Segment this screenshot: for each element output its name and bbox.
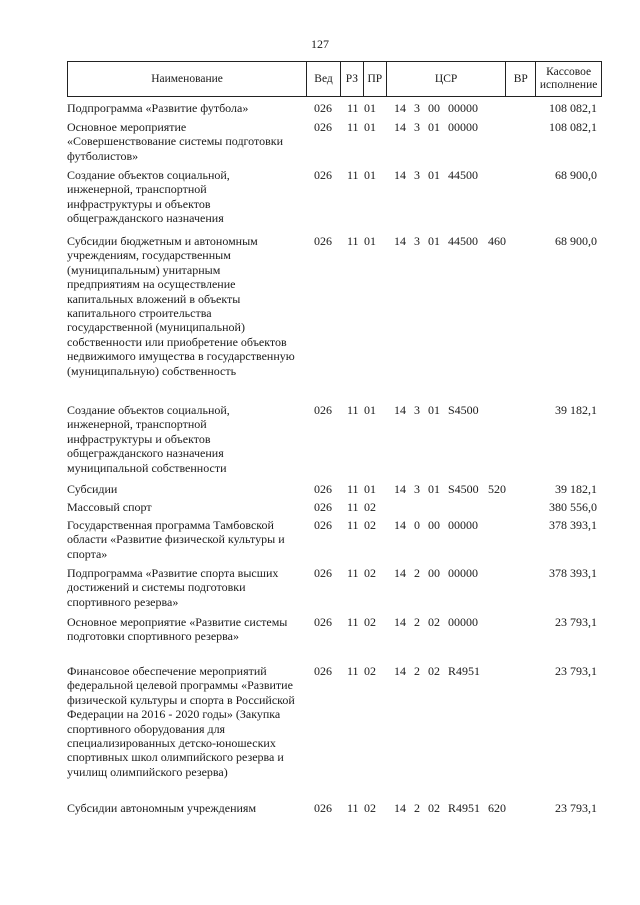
row-rz: 11 [347, 482, 359, 496]
row-csr: 14 2 02 R4951 [394, 801, 481, 815]
row-sum: 380 556,0 [549, 500, 597, 514]
page-number: 127 [311, 37, 329, 51]
row-pr: 02 [364, 801, 376, 815]
table-header [67, 61, 602, 97]
row-sum: 39 182,1 [555, 482, 597, 496]
row-vr: 620 [488, 801, 506, 815]
row-name: Государственная программа Тамбовской области «Развитие физической культуры и спорта» [67, 518, 285, 561]
row-vr: 460 [488, 234, 506, 248]
row-name: Подпрограмма «Развитие футбола» [67, 101, 249, 115]
row-ved: 026 [314, 801, 332, 815]
row-ved: 026 [314, 566, 332, 580]
row-rz: 11 [347, 120, 359, 134]
header-rz: РЗ [341, 62, 364, 96]
row-pr: 02 [364, 500, 376, 514]
row-name: Подпрограмма «Развитие спорта высших достижений и системы подготовки спортивного резерва» [67, 566, 279, 609]
row-csr: 14 0 00 00000 [394, 518, 478, 532]
header-pr: ПР [364, 62, 387, 96]
row-ved: 026 [314, 615, 332, 629]
row-name: Субсидии бюджетным и автономным учреждениям, государственным (муниципальным) унитарным предприятиям на осуществление капитальных вложений в объекты капитального строительства государственной (муниципальной) собственности или приобретение объектов недвижимого имущества в государственную (муниципальную) собственность [67, 234, 295, 378]
row-rz: 11 [347, 518, 359, 532]
row-sum: 378 393,1 [549, 566, 597, 580]
row-sum: 68 900,0 [555, 234, 597, 248]
row-pr: 01 [364, 482, 376, 496]
row-ved: 026 [314, 518, 332, 532]
row-pr: 02 [364, 518, 376, 532]
row-sum: 23 793,1 [555, 615, 597, 629]
row-csr: 14 2 02 R4951 [394, 664, 481, 678]
row-sum: 378 393,1 [549, 518, 597, 532]
row-pr: 01 [364, 168, 376, 182]
row-pr: 01 [364, 120, 376, 134]
row-csr: 14 3 01 S4500 [394, 482, 479, 496]
row-name: Создание объектов социальной, инженерной, транспортной инфраструктуры и объектов общегражданского назначения муниципальной собственности [67, 403, 230, 475]
row-ved: 026 [314, 168, 332, 182]
row-rz: 11 [347, 615, 359, 629]
header-ved: Вед [307, 62, 341, 96]
row-ved: 026 [314, 120, 332, 134]
row-rz: 11 [347, 566, 359, 580]
row-csr: 14 3 01 S4500 [394, 403, 479, 417]
row-name: Финансовое обеспечение мероприятий федеральной целевой программы «Развитие физической культуры и спорта в Российской Федерации на 2016 - 2020 годы» (Закупка спортивного оборудования для специализированных детско-юношеских спортивных школ олимпийского резерва и училищ олимпийского резерва) [67, 664, 295, 779]
row-ved: 026 [314, 482, 332, 496]
row-pr: 02 [364, 615, 376, 629]
header-csr: ЦСР [387, 62, 507, 96]
row-csr: 14 3 01 00000 [394, 120, 478, 134]
row-name: Основное мероприятие «Совершенствование системы подготовки футболистов» [67, 120, 284, 163]
row-rz: 11 [347, 500, 359, 514]
row-sum: 108 082,1 [549, 101, 597, 115]
row-ved: 026 [314, 500, 332, 514]
row-rz: 11 [347, 403, 359, 417]
row-vr: 520 [488, 482, 506, 496]
row-sum: 108 082,1 [549, 120, 597, 134]
header-vr: ВР [506, 62, 536, 96]
row-sum: 23 793,1 [555, 801, 597, 815]
row-name: Создание объектов социальной, инженерной, транспортной инфраструктуры и объектов общегражданского назначения [67, 168, 230, 226]
row-rz: 11 [347, 801, 359, 815]
row-pr: 01 [364, 403, 376, 417]
row-pr: 01 [364, 234, 376, 248]
row-csr: 14 2 02 00000 [394, 615, 478, 629]
row-ved: 026 [314, 664, 332, 678]
row-pr: 01 [364, 101, 376, 115]
row-name: Основное мероприятие «Развитие системы подготовки спортивного резерва» [67, 615, 288, 644]
row-sum: 39 182,1 [555, 403, 597, 417]
row-rz: 11 [347, 168, 359, 182]
row-rz: 11 [347, 101, 359, 115]
row-ved: 026 [314, 403, 332, 417]
row-csr: 14 3 01 44500 [394, 168, 478, 182]
row-pr: 02 [364, 664, 376, 678]
row-ved: 026 [314, 234, 332, 248]
row-rz: 11 [347, 234, 359, 248]
row-sum: 68 900,0 [555, 168, 597, 182]
header-sum: Кассовое исполнение [539, 66, 598, 91]
row-sum: 23 793,1 [555, 664, 597, 678]
row-ved: 026 [314, 101, 332, 115]
header-name: Наименование [68, 62, 307, 96]
row-name: Массовый спорт [67, 500, 152, 514]
row-csr: 14 3 00 00000 [394, 101, 478, 115]
row-name: Субсидии [67, 482, 118, 496]
row-pr: 02 [364, 566, 376, 580]
row-csr: 14 3 01 44500 [394, 234, 478, 248]
row-name: Субсидии автономным учреждениям [67, 801, 257, 815]
row-csr: 14 2 00 00000 [394, 566, 478, 580]
row-rz: 11 [347, 664, 359, 678]
